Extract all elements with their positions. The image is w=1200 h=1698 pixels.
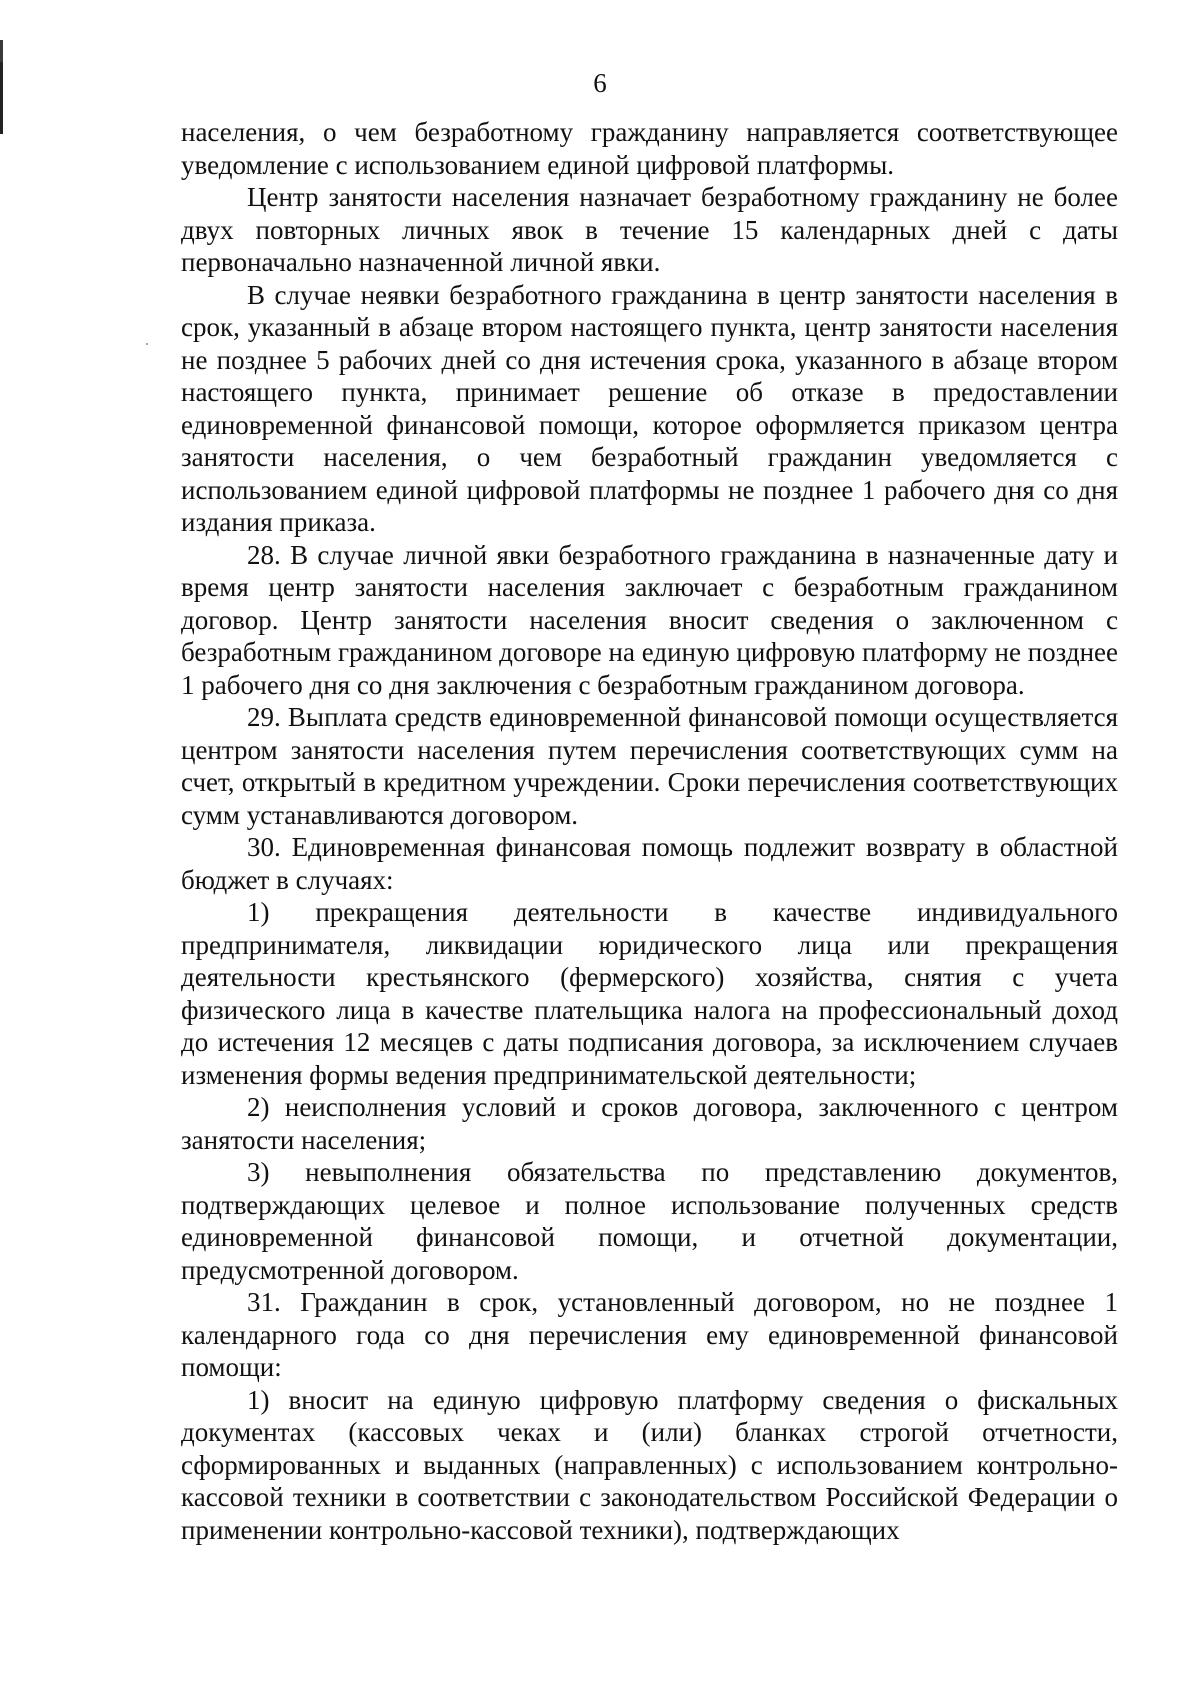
- paragraph: населения, о чем безработному гражданину направляется соответствующее уведомление с использованием единой цифровой платформы.: [181, 117, 1118, 180]
- list-item: 2) неисполнения условий и сроков договора, заключенного с центром занятости населения;: [181, 1092, 1118, 1155]
- paragraph: Центр занятости населения назначает безработному гражданину не более двух повторных личных явок в течение 15 календарных дней с даты первоначально назначенной личной явки.: [181, 182, 1118, 277]
- document-body: [181, 116, 1118, 1546]
- paragraph-item-30: 30. Единовременная финансовая помощь подлежит возврату в областной бюджет в случаях:: [181, 832, 1118, 895]
- list-item: 1) прекращения деятельности в качестве индивидуального предпринимателя, ликвидации юридического лица или прекращения деятельности крестьянского (фермерского) хозяйства, снятия с учета физического лица в качестве плательщика налога на профессиональный доход до истечения 12 месяцев с даты подписания договора, за исключением случаев изменения формы ведения предпринимательской деятельности;: [181, 897, 1118, 1090]
- paragraph-item-31: 31. Гражданин в срок, установленный договором, но не позднее 1 календарного года со дня перечисления ему единовременной финансовой помощи:: [181, 1287, 1118, 1382]
- list-item: 3) невыполнения обязательства по представлению документов, подтверждающих целевое и полное использование полученных средств единовременной финансовой помощи, и отчетной документации, предусмотренной договором.: [181, 1157, 1118, 1285]
- scan-dust-speck: [146, 343, 148, 345]
- scan-edge-mark-top: [0, 40, 3, 64]
- paragraph-item-28: 28. В случае личной явки безработного гражданина в назначенные дату и время центр занятости населения заключает с безработным гражданином договор. Центр занятости населения вносит сведения о заключенном с безработным гражданином договоре на единую цифровую платформу не позднее 1 рабочего дня со дня заключения с безработным гражданином договора.: [181, 539, 1118, 700]
- list-item: 1) вносит на единую цифровую платформу сведения о фискальных документах (кассовых чеках и (или) бланках строгой отчетности, сформированных и выданных (направленных) с использованием контрольно-кассовой техники в соответствии с законодательством Российской Федерации о применении контрольно-кассовой техники), подтверждающих: [181, 1384, 1118, 1545]
- paragraph: В случае неявки безработного гражданина в центр занятости населения в срок, указанный в абзаце втором настоящего пункта, центр занятости населения не позднее 5 рабочих дней со дня истечения срока, указанного в абзаце втором настоящего пункта, принимает решение об отказе в предоставлении единовременной финансовой помощи, которое оформляется приказом центра занятости населения, о чем безработный гражданин уведомляется с использованием единой цифровой платформы не позднее 1 рабочего дня со дня издания приказа.: [181, 279, 1118, 537]
- paragraph-item-29: 29. Выплата средств единовременной финансовой помощи осуществляется центром занятости населения путем перечисления соответствующих сумм на счет, открытый в кредитном учреждении. Сроки перечисления соответствующих сумм устанавливаются договором.: [181, 702, 1118, 830]
- page-number: 6: [593, 68, 607, 98]
